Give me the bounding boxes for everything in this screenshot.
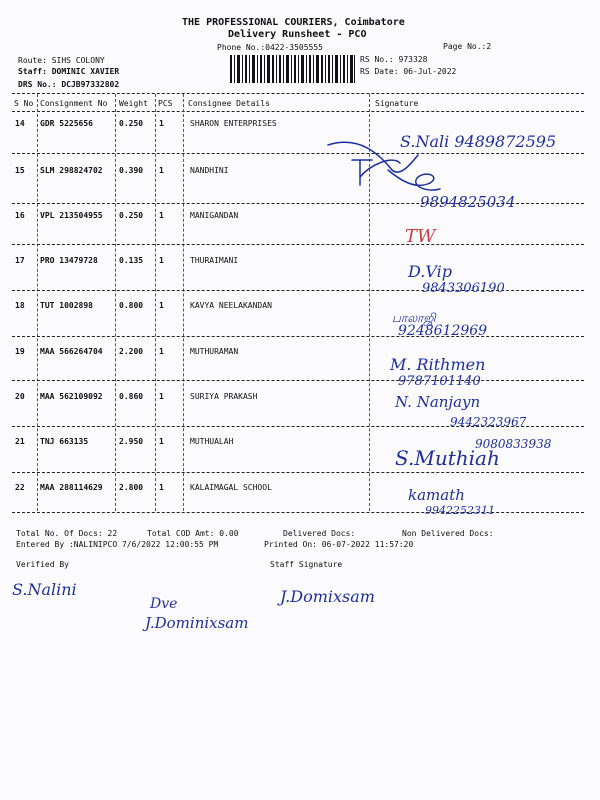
handwriting-r18-name: பாலாஜி — [392, 311, 436, 325]
row-consignment: VPL 213504955 — [40, 211, 103, 220]
row-consignment: MAA 566264704 — [40, 347, 103, 356]
row-pcs: 1 — [159, 256, 164, 265]
row-weight: 0.250 — [119, 211, 144, 220]
col-divider — [37, 94, 38, 511]
row-sno: 20 — [15, 392, 25, 401]
verified-signature: S.Nalini — [12, 580, 77, 599]
verified-by-label: Verified By — [16, 560, 69, 569]
printed-on: Printed On: 06-07-2022 11:57:20 — [264, 540, 414, 549]
header-bottom-border — [12, 111, 584, 112]
total-docs: Total No. Of Docs: 22 — [16, 529, 118, 538]
row-weight: 0.250 — [119, 119, 144, 128]
row-sno: 22 — [15, 483, 25, 492]
col-pcs: PCS — [158, 99, 173, 108]
col-consignment: Consignment No — [40, 99, 108, 108]
drs-number: DRS No.: DCJB97332802 — [18, 80, 120, 89]
row-consignee: THURAIMANI — [190, 256, 239, 265]
handwriting-r18-phone: 9248612969 — [398, 323, 488, 339]
row-sno: 21 — [15, 437, 25, 446]
handwriting-r20-name: N. Nanjayn — [395, 393, 481, 411]
row-consignment: SLM 298824702 — [40, 166, 103, 175]
col-signature: Signature — [375, 99, 419, 108]
row-consignee: NANDHINI — [190, 166, 229, 175]
row-consignment: MAA 288114629 — [40, 483, 103, 492]
rs-number: RS No.: 973328 — [360, 55, 428, 64]
table-top-border — [12, 93, 584, 94]
delivered-docs: Delivered Docs: — [283, 529, 356, 538]
row-pcs: 1 — [159, 301, 164, 310]
handwriting-r19-name: M. Rithmen — [390, 355, 486, 374]
footer-signatures — [0, 570, 600, 650]
entered-by: Entered By :NALINIPCO 7/6/2022 12:00:55 PM — [16, 540, 219, 549]
row-consignment: TUT 1002898 — [40, 301, 93, 310]
handwriting-r17-name: D.Vip — [408, 262, 452, 281]
total-cod: Total COD Amt: 0.00 — [147, 529, 239, 538]
row-consignee: MUTHUALAH — [190, 437, 234, 446]
col-divider — [183, 94, 184, 511]
row-sno: 15 — [15, 166, 25, 175]
handwriting-r19-phone: 9787101140 — [398, 374, 481, 389]
signature-stroke — [352, 160, 372, 185]
row-consignee: SURIYA PRAKASH — [190, 392, 258, 401]
col-weight: Weight — [119, 99, 148, 108]
col-divider — [155, 94, 156, 511]
handwriting-r20-phone: 9442323967 — [450, 415, 527, 429]
document-title: Delivery Runsheet - PCO — [228, 29, 367, 40]
handwritten-signatures — [300, 115, 600, 515]
row-weight: 0.135 — [119, 256, 144, 265]
row-sno: 17 — [15, 256, 25, 265]
row-consignee: KAVYA NEELAKANDAN — [190, 301, 272, 310]
row-weight: 2.200 — [119, 347, 144, 356]
non-delivered-docs: Non Delivered Docs: — [402, 529, 494, 538]
handwriting-r22-name: kamath — [408, 486, 465, 504]
row-weight: 0.390 — [119, 166, 144, 175]
signature-stroke — [388, 170, 440, 190]
row-pcs: 1 — [159, 119, 164, 128]
row-pcs: 1 — [159, 211, 164, 220]
col-sno: S No — [14, 99, 34, 108]
row-weight: 0.860 — [119, 392, 144, 401]
row-pcs: 1 — [159, 392, 164, 401]
row-weight: 2.800 — [119, 483, 144, 492]
row-pcs: 1 — [159, 483, 164, 492]
col-divider — [115, 94, 116, 511]
col-consignee: Consignee Details — [188, 99, 270, 108]
row-pcs: 1 — [159, 166, 164, 175]
row-consignment: TNJ 663135 — [40, 437, 89, 446]
row-sno: 14 — [15, 119, 25, 128]
staff-name: Staff: DOMINIC XAVIER — [18, 67, 120, 76]
row-consignment: MAA 562109092 — [40, 392, 103, 401]
row-weight: 0.800 — [119, 301, 144, 310]
row-weight: 2.950 — [119, 437, 144, 446]
route: Route: SIHS COLONY — [18, 56, 105, 65]
row-consignee: KALAIMAGAL SCHOOL — [190, 483, 272, 492]
row-pcs: 1 — [159, 437, 164, 446]
phone-number: Phone No.:0422-3505555 — [217, 43, 323, 52]
row-sno: 16 — [15, 211, 25, 220]
handwriting-r21-phone: 9080833938 — [475, 437, 552, 451]
rs-date: RS Date: 06-Jul-2022 — [360, 67, 457, 76]
handwriting-r21-name: S.Muthiah — [395, 446, 500, 470]
row-consignee: MANIGANDAN — [190, 211, 239, 220]
staff-signature-1: Dve — [150, 596, 178, 612]
staff-signature-3: J.Domixsam — [280, 587, 375, 606]
row-consignment: GDR 5225656 — [40, 119, 93, 128]
staff-signature-2: J.Dominixsam — [145, 614, 249, 632]
company-name: THE PROFESSIONAL COURIERS, Coimbatore — [182, 17, 405, 28]
barcode — [230, 55, 355, 83]
handwriting-r14: S.Nali 9489872595 — [400, 132, 557, 151]
row-consignee: SHARON ENTERPRISES — [190, 119, 277, 128]
page-number: Page No.:2 — [443, 42, 492, 51]
staff-signature-label: Staff Signature — [270, 560, 343, 569]
row-consignee: MUTHURAMAN — [190, 347, 239, 356]
row-sno: 19 — [15, 347, 25, 356]
handwriting-r15: 9894825034 — [420, 193, 516, 211]
handwriting-r17-phone: 9843306190 — [422, 281, 505, 296]
handwriting-r22-phone: 9942252311 — [425, 504, 495, 517]
handwriting-r16: TW — [405, 226, 436, 247]
row-pcs: 1 — [159, 347, 164, 356]
row-consignment: PRO 13479728 — [40, 256, 98, 265]
row-sno: 18 — [15, 301, 25, 310]
